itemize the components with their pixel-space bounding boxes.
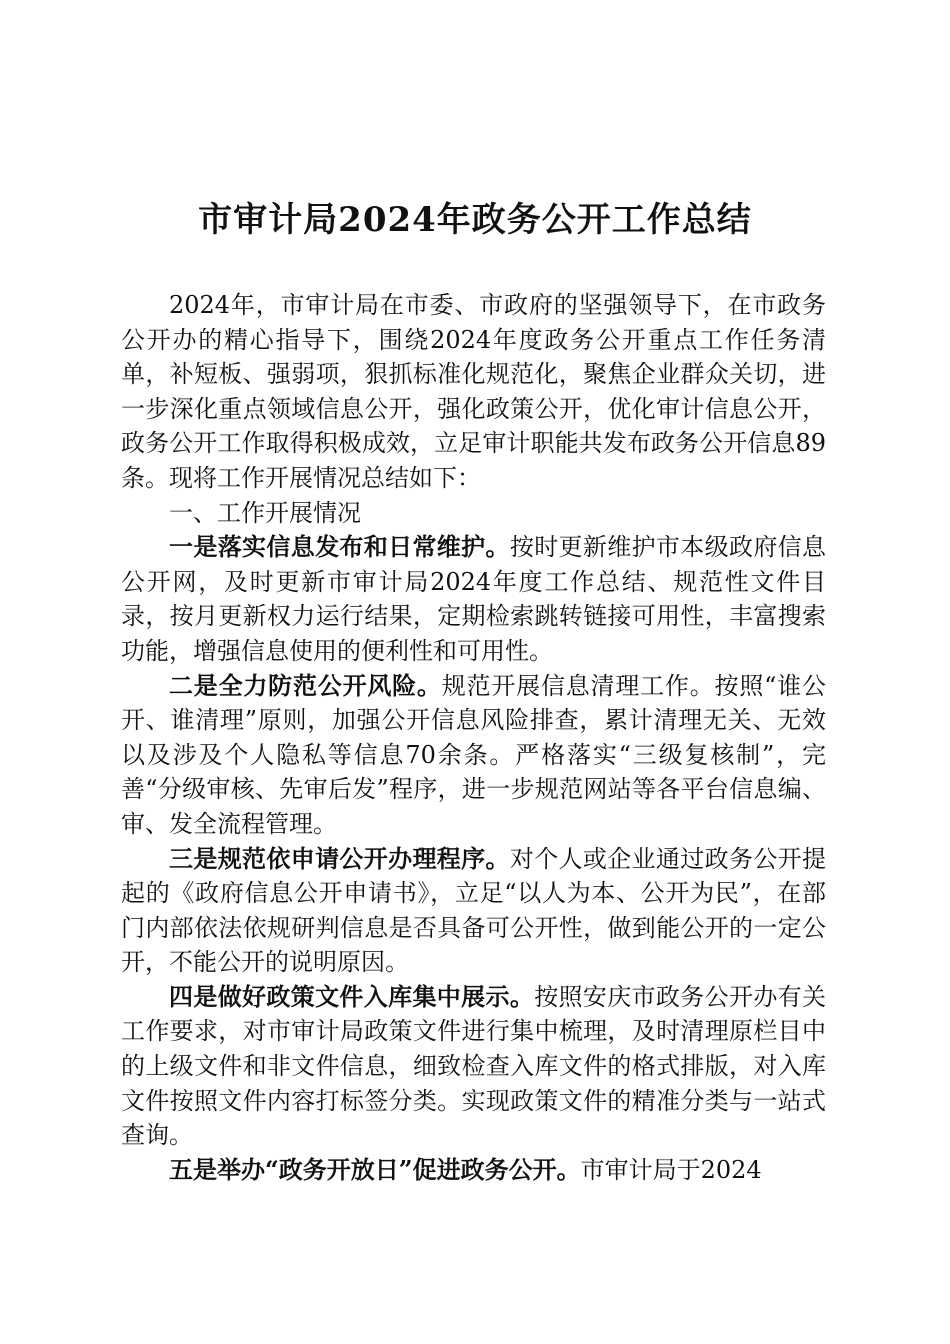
item-text: 规范开展信息清理工作。按照“谁公开、谁清理”原则，加强公开信息风险排查，累计清理无关、无效以及涉及个人隐私等信息70余条。严格落实“三级复核制”，完善“分级审核、先审后发”程序，进一步规范网站等各平台信息编、审、发全流程管理。: [121, 671, 826, 838]
item-lead: 三是规范依申请公开办理程序。: [169, 843, 510, 873]
item-text: 按时更新维护市本级政府信息公开网，及时更新市审计局2024年度工作总结、规范性文件目录，按月更新权力运行结果，定期检索跳转链接可用性，丰富搜索功能，增强信息使用的便利性和可用性。: [121, 533, 827, 665]
item-text: 按照安庆市政务公开办有关工作要求，对市审计局政策文件进行集中梳理，及时清理原栏目中的上级文件和非文件信息，细致检查入库文件的格式排版，对入库文件按照文件内容打标签分类。实现政策文件的精准分类与一站式查询。: [121, 982, 827, 1150]
list-item: [121, 842, 826, 980]
list-item: [121, 669, 826, 842]
item-text: 对个人或企业通过政务公开提起的《政府信息公开申请书》，立足“以人为本、公开为民”，在部门内部依法依规研判信息是否具备可公开性，做到能公开的一定公开，不能公开的说明原因。: [121, 844, 827, 977]
item-lead: 一是落实信息发布和日常维护。: [169, 532, 510, 562]
list-item: [121, 980, 826, 1153]
item-lead: 四是做好政策文件入库集中展示。: [169, 981, 535, 1011]
document-body: [121, 288, 826, 1187]
list-item: [121, 530, 826, 668]
section-heading: 一、工作开展情况: [169, 498, 361, 527]
document-title: 市审计局2024年政务公开工作总结: [198, 200, 752, 240]
item-lead: 二是全力防范公开风险。: [169, 670, 442, 700]
list-item: [121, 1153, 826, 1188]
intro-paragraph: 2024年，市审计局在市委、市政府的坚强领导下，在市政务公开办的精心指导下，围绕2024年度政务公开重点工作任务清单，补短板、强弱项，狠抓标准化规范化，聚焦企业群众关切，进一步深化重点领域信息公开，强化政策公开，优化审计信息公开，政务公开工作取得积极成效，立足审计职能共发布政务公开信息89条。现将工作开展情况总结如下：: [121, 291, 826, 492]
item-lead: 五是举办“政务开放日”促进政务公开。: [169, 1154, 581, 1184]
item-text: 市审计局于2024: [580, 1155, 762, 1184]
